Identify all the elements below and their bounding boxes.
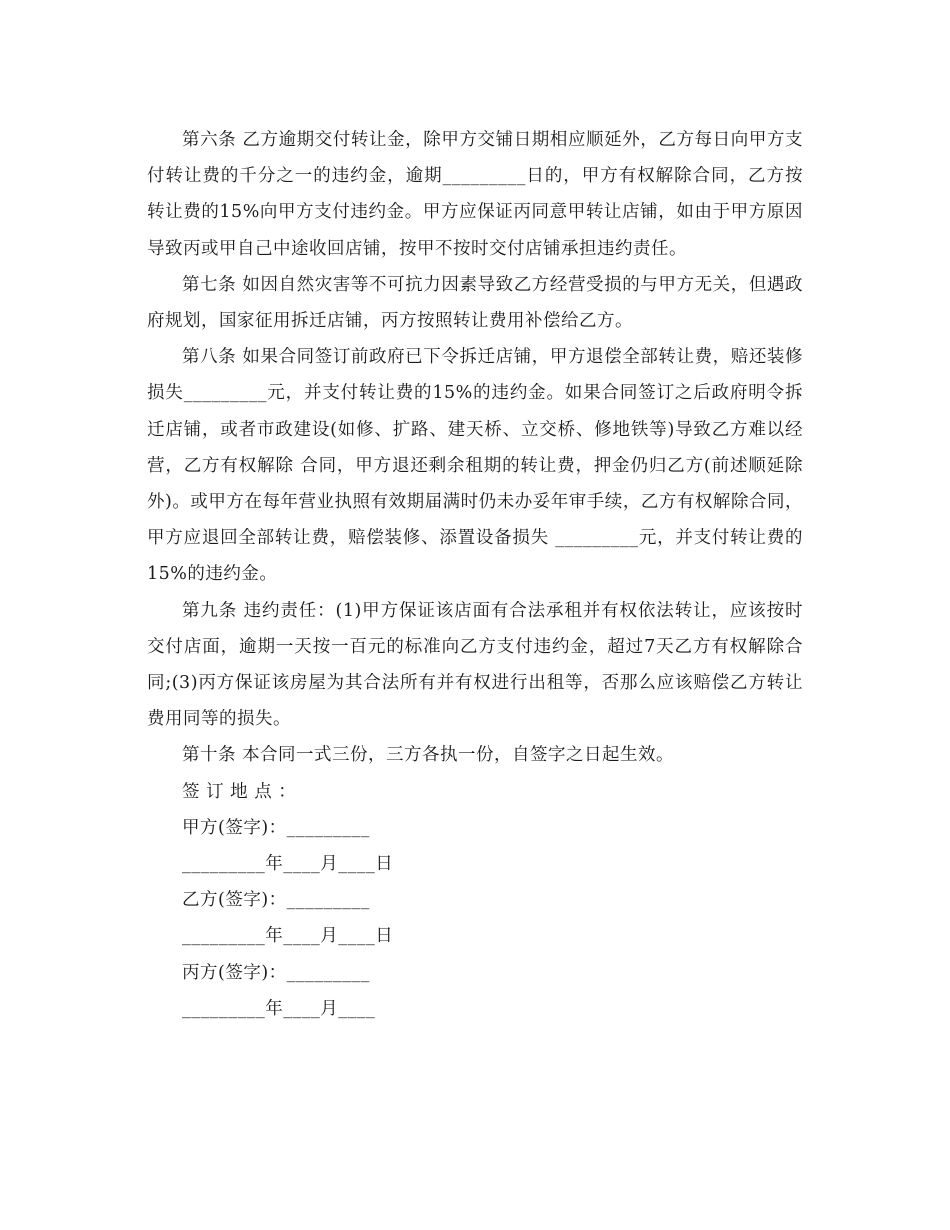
party-c-signature: 丙方(签字)：_________: [182, 962, 370, 983]
party-b-date: _________年____月____日: [182, 926, 394, 947]
signing-place: 签 订 地 点 ：: [182, 781, 297, 802]
clause-6: 第六条 乙方逾期交付转让金，除甲方交铺日期相应顺延外，乙方每日向甲方支付转让费的千分之一的违约金，逾期_________日的，甲方有权解除合同，乙方按转让费的15%向甲方支付违约金。甲方应保证丙同意甲转让店铺，如由于甲方原因导致丙或甲自己中途收回店铺，按甲不按时交付店铺承担违约责任。: [147, 130, 803, 259]
clause-10: 第十条 本合同一式三份，三方各执一份，自签字之日起生效。: [182, 745, 675, 766]
party-b-signature: 乙方(签字)：_________: [182, 890, 370, 911]
clause-9: 第九条 违约责任：(1)甲方保证该店面有合法承租并有权依法转让，应该按时交付店面，逾期一天按一百元的标准向乙方支付违约金，超过7天乙方有权解除合同;(3)丙方保证该房屋为其合法所有并有权进行出租等，否那么应该赔偿乙方转让费用同等的损失。: [147, 600, 803, 730]
contract-page: [147, 122, 803, 1027]
party-a-signature: 甲方(签字)：_________: [182, 817, 370, 838]
clause-7: 第七条 如因自然灾害等不可抗力因素导致乙方经营受损的与甲方无关，但遇政府规划，国家征用拆迁店铺，丙方按照转让费用补偿给乙方。: [147, 274, 803, 332]
party-c-date: _________年____月____: [182, 998, 376, 1019]
clause-8: 第八条 如果合同签订前政府已下令拆迁店铺，甲方退偿全部转让费，赔还装修损失_________元，并支付转让费的15%的违约金。如果合同签订之后政府明令拆迁店铺，或者市政建设(如修、扩路、建天桥、立交桥、修地铁等)导致乙方难以经营，乙方有权解除 合同，甲方退还剩余租期的转让费，押金仍归乙方(前述顺延除外)。或甲方在每年营业执照有效期届满时仍未办妥年审手续，乙方有权解除合同，甲方应退回全部转让费，赔偿装修、添置设备损失 _________元，并支付转让费的15%的违约金。: [147, 347, 803, 585]
party-a-date: _________年____月____日: [182, 854, 394, 875]
